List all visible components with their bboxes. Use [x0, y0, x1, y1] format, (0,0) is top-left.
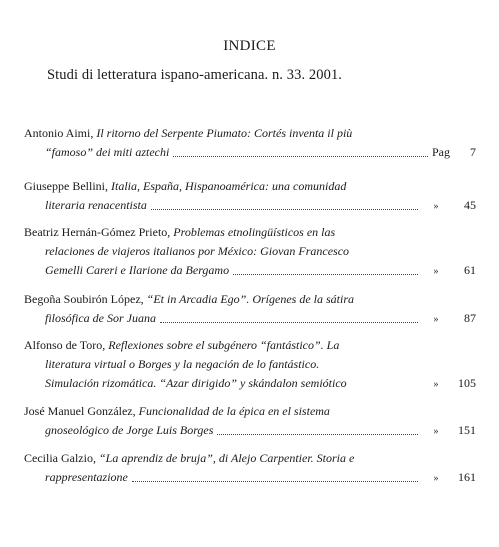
entry-title-end: “famoso” dei miti aztechi — [45, 145, 170, 159]
page-number: 87 — [464, 311, 476, 325]
toc-entry — [24, 124, 476, 162]
page-number: 61 — [464, 263, 476, 277]
page-marker: Pag — [432, 145, 450, 159]
entry-title-end: Gemelli Careri e Ilarione da Bergamo — [45, 263, 230, 277]
page-marker: » — [433, 201, 439, 212]
toc-entry — [24, 402, 476, 440]
toc-entry — [24, 290, 476, 328]
dot-leader — [160, 321, 418, 323]
entry-title: Funcionalidad de la épica en el sistema — [138, 404, 330, 418]
dot-leader — [233, 273, 418, 275]
page-number: 105 — [458, 376, 476, 390]
entry-title: “La aprendiz de bruja”, di Alejo Carpentier. Storia e — [98, 451, 355, 465]
toc-entry — [24, 336, 476, 393]
entry-title-end: filosófica de Sor Juana — [45, 311, 156, 325]
entry-author: Giuseppe Bellini, — [24, 179, 108, 193]
dot-leader — [173, 155, 428, 157]
toc-entry — [24, 223, 476, 280]
entry-title-end: Simulación rizomática. “Azar dirigido” y skándalon semiótico — [45, 376, 347, 390]
page-number: 7 — [470, 145, 476, 159]
dot-leader — [217, 433, 418, 435]
entry-title-end: literaria renacentista — [45, 198, 147, 212]
index-title: INDICE — [223, 38, 276, 54]
page-marker: » — [433, 266, 439, 277]
page-marker: » — [433, 379, 439, 390]
page-number: 161 — [458, 470, 476, 484]
toc-entry — [24, 177, 476, 215]
entry-author: Cecilia Galzio, — [24, 451, 96, 465]
entry-title-cont: relaciones de viajeros italianos por México: Giovan Francesco — [45, 244, 350, 258]
entry-title: Problemas etnolingüísticos en las — [173, 225, 336, 239]
entry-author: Beatriz Hernán-Gómez Prieto, — [24, 225, 171, 239]
entry-title-end: gnoseológico de Jorge Luis Borges — [45, 423, 214, 437]
entry-title: “Et in Arcadia Ego”. Orígenes de la sátira — [146, 292, 354, 306]
toc-entry — [24, 449, 476, 487]
page-marker: » — [433, 473, 439, 484]
journal-subtitle: Studi di letteratura ispano-americana. n. 33. 2001. — [47, 67, 343, 83]
entry-title-cont: literatura virtual o Borges y la negación de lo fantástico. — [45, 357, 320, 371]
page-number: 151 — [458, 423, 476, 437]
entry-author: José Manuel González, — [24, 404, 136, 418]
entry-author: Begoña Soubirón López, — [24, 292, 144, 306]
page-marker: » — [433, 314, 439, 325]
entry-author: Antonio Aimi, — [24, 126, 94, 140]
dot-leader — [151, 208, 418, 210]
entry-title: Il ritorno del Serpente Piumato: Cortés inventa il più — [96, 126, 353, 140]
page-number: 45 — [464, 198, 476, 212]
dot-leader — [132, 480, 418, 482]
entry-author: Alfonso de Toro, — [24, 338, 106, 352]
page-marker: » — [433, 426, 439, 437]
entry-title-end: rappresentazione — [45, 470, 128, 484]
entry-title: Reflexiones sobre el subgénero “fantástico”. La — [108, 338, 340, 352]
entry-title: Italia, España, Hispanoamérica: una comunidad — [111, 179, 347, 193]
